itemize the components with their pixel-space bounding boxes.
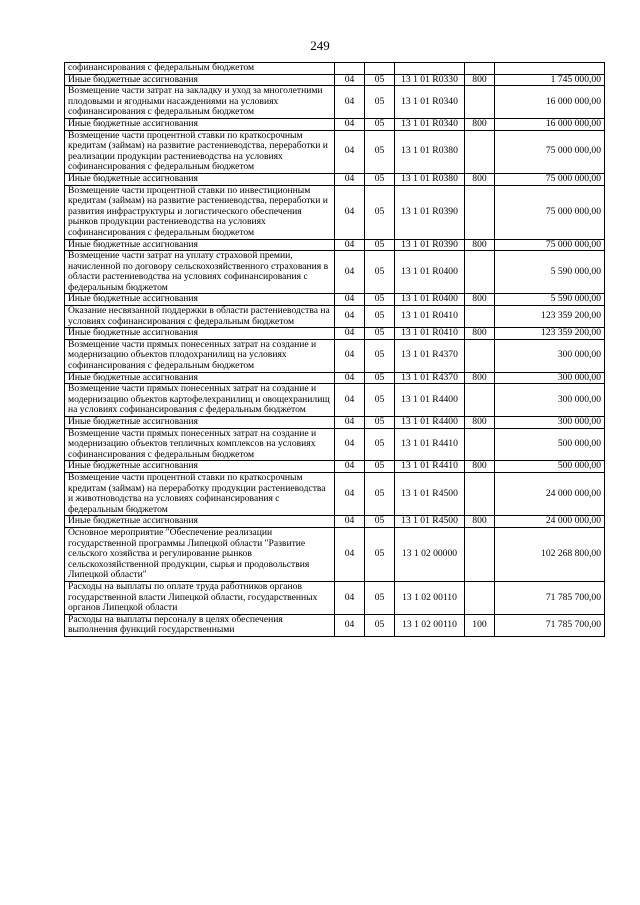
expense-type-cell <box>465 527 495 581</box>
amount-cell: 5 590 000,00 <box>495 251 605 294</box>
expense-name-cell: Возмещение части процентной ставки по инвестиционным кредитам (займам) на развитие растениеводства, переработки и развития инфраструктуры и логистического обеспечения рынков продукции растениеводства на условиях софинансирования с федеральным бюджетом <box>65 185 335 239</box>
table-row <box>65 74 605 86</box>
section-code-cell: 04 <box>335 614 365 636</box>
section-code-cell: 04 <box>335 516 365 528</box>
expense-type-cell: 800 <box>465 118 495 130</box>
section-code-cell: 04 <box>335 581 365 614</box>
section-code-cell: 04 <box>335 86 365 119</box>
expense-type-cell <box>465 339 495 372</box>
expense-name-cell: Иные бюджетные ассигнования <box>65 417 335 429</box>
subsection-code-cell: 05 <box>365 74 395 86</box>
subsection-code-cell <box>365 63 395 75</box>
target-article-cell: 13 1 01 R0340 <box>395 118 465 130</box>
budget-table <box>64 62 605 637</box>
section-code-cell: 04 <box>335 472 365 515</box>
expense-name-cell: Основное мероприятие "Обеспечение реализации государственной программы Липецкой области "Развитие сельского хозяйства и регулирование рынков сельскохозяйственной продукции, сырья и продовольствия Липецкой области" <box>65 527 335 581</box>
expense-type-cell <box>465 384 495 417</box>
expense-name-cell: Возмещение части затрат на уплату страховой премии, начисленной по договору сельскохозяйственного страхования в области растениеводства на условиях софинансирования с федеральным бюджетом <box>65 251 335 294</box>
target-article-cell: 13 1 02 00000 <box>395 527 465 581</box>
table-row <box>65 516 605 528</box>
subsection-code-cell: 05 <box>365 339 395 372</box>
section-code-cell <box>335 63 365 75</box>
table-row <box>65 118 605 130</box>
table-row <box>65 130 605 173</box>
amount-cell: 75 000 000,00 <box>495 239 605 251</box>
section-code-cell: 04 <box>335 372 365 384</box>
table-row <box>65 239 605 251</box>
subsection-code-cell: 05 <box>365 372 395 384</box>
table-row <box>65 173 605 185</box>
expense-type-cell <box>465 472 495 515</box>
section-code-cell: 04 <box>335 527 365 581</box>
expense-type-cell: 100 <box>465 614 495 636</box>
target-article-cell: 13 1 01 R0390 <box>395 239 465 251</box>
target-article-cell: 13 1 01 R4500 <box>395 472 465 515</box>
amount-cell: 1 745 000,00 <box>495 74 605 86</box>
expense-type-cell: 800 <box>465 294 495 306</box>
amount-cell: 71 785 700,00 <box>495 614 605 636</box>
subsection-code-cell: 05 <box>365 472 395 515</box>
expense-type-cell <box>465 86 495 119</box>
amount-cell: 102 268 800,00 <box>495 527 605 581</box>
amount-cell: 71 785 700,00 <box>495 581 605 614</box>
page-number: 249 <box>310 38 330 53</box>
target-article-cell: 13 1 01 R0380 <box>395 173 465 185</box>
expense-type-cell: 800 <box>465 239 495 251</box>
expense-type-cell <box>465 251 495 294</box>
expense-name-cell: Возмещение части прямых понесенных затрат на создание и модернизацию объектов картофелехранилищ и овощехранилищ на условиях софинансирования с федеральным бюджетом <box>65 384 335 417</box>
expense-name-cell: Расходы на выплаты персоналу в целях обеспечения выполнения функций государственными <box>65 614 335 636</box>
table-row <box>65 339 605 372</box>
amount-cell: 75 000 000,00 <box>495 130 605 173</box>
expense-name-cell: Иные бюджетные ассигнования <box>65 74 335 86</box>
table-row <box>65 417 605 429</box>
target-article-cell: 13 1 01 R4410 <box>395 428 465 461</box>
amount-cell: 300 000,00 <box>495 372 605 384</box>
expense-name-cell: Возмещение части прямых понесенных затрат на создание и модернизацию объектов плодохранилищ на условиях софинансирования с федеральным бюджетом <box>65 339 335 372</box>
expense-name-cell: Возмещение части прямых понесенных затрат на создание и модернизацию объектов тепличных комплексов на условиях софинансирования с федеральным бюджетом <box>65 428 335 461</box>
subsection-code-cell: 05 <box>365 130 395 173</box>
subsection-code-cell: 05 <box>365 461 395 473</box>
expense-type-cell: 800 <box>465 372 495 384</box>
table-row <box>65 372 605 384</box>
subsection-code-cell: 05 <box>365 417 395 429</box>
amount-cell: 16 000 000,00 <box>495 86 605 119</box>
expense-type-cell <box>465 185 495 239</box>
section-code-cell: 04 <box>335 118 365 130</box>
expense-name-cell: Оказание несвязанной поддержки в области растениеводства на условиях софинансирования с федеральным бюджетом <box>65 306 335 328</box>
expense-type-cell <box>465 428 495 461</box>
target-article-cell: 13 1 01 R4370 <box>395 339 465 372</box>
section-code-cell: 04 <box>335 294 365 306</box>
target-article-cell: 13 1 01 R0400 <box>395 251 465 294</box>
section-code-cell: 04 <box>335 417 365 429</box>
amount-cell: 16 000 000,00 <box>495 118 605 130</box>
amount-cell <box>495 63 605 75</box>
expense-type-cell: 800 <box>465 417 495 429</box>
amount-cell: 24 000 000,00 <box>495 516 605 528</box>
expense-name-cell: Иные бюджетные ассигнования <box>65 461 335 473</box>
section-code-cell: 04 <box>335 185 365 239</box>
target-article-cell: 13 1 02 00110 <box>395 614 465 636</box>
expense-name-cell: Иные бюджетные ассигнования <box>65 328 335 340</box>
expense-name-cell: Иные бюджетные ассигнования <box>65 294 335 306</box>
target-article-cell: 13 1 01 R0410 <box>395 328 465 340</box>
section-code-cell: 04 <box>335 130 365 173</box>
target-article-cell: 13 1 01 R0410 <box>395 306 465 328</box>
expense-name-cell: Иные бюджетные ассигнования <box>65 239 335 251</box>
target-article-cell <box>395 63 465 75</box>
amount-cell: 123 359 200,00 <box>495 306 605 328</box>
budget-table-body <box>65 63 605 637</box>
amount-cell: 123 359 200,00 <box>495 328 605 340</box>
section-code-cell: 04 <box>335 328 365 340</box>
expense-type-cell <box>465 581 495 614</box>
target-article-cell: 13 1 01 R0390 <box>395 185 465 239</box>
subsection-code-cell: 05 <box>365 516 395 528</box>
target-article-cell: 13 1 01 R0400 <box>395 294 465 306</box>
table-row <box>65 86 605 119</box>
expense-type-cell: 800 <box>465 328 495 340</box>
target-article-cell: 13 1 01 R4410 <box>395 461 465 473</box>
expense-name-cell: Иные бюджетные ассигнования <box>65 173 335 185</box>
section-code-cell: 04 <box>335 239 365 251</box>
subsection-code-cell: 05 <box>365 239 395 251</box>
section-code-cell: 04 <box>335 173 365 185</box>
amount-cell: 500 000,00 <box>495 428 605 461</box>
table-row <box>65 472 605 515</box>
amount-cell: 5 590 000,00 <box>495 294 605 306</box>
expense-type-cell <box>465 130 495 173</box>
expense-name-cell: Расходы на выплаты по оплате труда работников органов государственной власти Липецкой области, государственных органов Липецкой области <box>65 581 335 614</box>
section-code-cell: 04 <box>335 306 365 328</box>
subsection-code-cell: 05 <box>365 428 395 461</box>
expense-name-cell: софинансирования с федеральным бюджетом <box>65 63 335 75</box>
target-article-cell: 13 1 01 R4370 <box>395 372 465 384</box>
expense-name-cell: Иные бюджетные ассигнования <box>65 516 335 528</box>
section-code-cell: 04 <box>335 74 365 86</box>
amount-cell: 300 000,00 <box>495 384 605 417</box>
section-code-cell: 04 <box>335 251 365 294</box>
subsection-code-cell: 05 <box>365 306 395 328</box>
table-row <box>65 581 605 614</box>
table-row <box>65 614 605 636</box>
target-article-cell: 13 1 01 R0330 <box>395 74 465 86</box>
subsection-code-cell: 05 <box>365 173 395 185</box>
table-row <box>65 461 605 473</box>
expense-type-cell: 800 <box>465 74 495 86</box>
subsection-code-cell: 05 <box>365 86 395 119</box>
subsection-code-cell: 05 <box>365 527 395 581</box>
amount-cell: 500 000,00 <box>495 461 605 473</box>
section-code-cell: 04 <box>335 428 365 461</box>
subsection-code-cell: 05 <box>365 118 395 130</box>
amount-cell: 300 000,00 <box>495 417 605 429</box>
expense-name-cell: Возмещение части затрат на закладку и уход за многолетними плодовыми и ягодными насаждениями на условиях софинансирования с федеральным бюджетом <box>65 86 335 119</box>
table-row <box>65 328 605 340</box>
section-code-cell: 04 <box>335 461 365 473</box>
section-code-cell: 04 <box>335 339 365 372</box>
amount-cell: 24 000 000,00 <box>495 472 605 515</box>
subsection-code-cell: 05 <box>365 614 395 636</box>
table-row <box>65 428 605 461</box>
table-row <box>65 251 605 294</box>
subsection-code-cell: 05 <box>365 251 395 294</box>
target-article-cell: 13 1 01 R4500 <box>395 516 465 528</box>
table-row <box>65 306 605 328</box>
target-article-cell: 13 1 02 00110 <box>395 581 465 614</box>
amount-cell: 75 000 000,00 <box>495 185 605 239</box>
table-row <box>65 63 605 75</box>
expense-type-cell <box>465 63 495 75</box>
expense-name-cell: Иные бюджетные ассигнования <box>65 118 335 130</box>
subsection-code-cell: 05 <box>365 185 395 239</box>
table-row <box>65 294 605 306</box>
expense-type-cell: 800 <box>465 516 495 528</box>
expense-name-cell: Возмещение части процентной ставки по краткосрочным кредитам (займам) на развитие растениеводства, переработки и реализации продукции растениеводства на условиях софинансирования с федеральным бюджетом <box>65 130 335 173</box>
amount-cell: 75 000 000,00 <box>495 173 605 185</box>
subsection-code-cell: 05 <box>365 581 395 614</box>
table-row <box>65 527 605 581</box>
target-article-cell: 13 1 01 R0340 <box>395 86 465 119</box>
expense-name-cell: Иные бюджетные ассигнования <box>65 372 335 384</box>
section-code-cell: 04 <box>335 384 365 417</box>
expense-type-cell: 800 <box>465 173 495 185</box>
expense-type-cell <box>465 306 495 328</box>
table-row <box>65 384 605 417</box>
subsection-code-cell: 05 <box>365 294 395 306</box>
target-article-cell: 13 1 01 R4400 <box>395 384 465 417</box>
amount-cell: 300 000,00 <box>495 339 605 372</box>
expense-name-cell: Возмещение части процентной ставки по краткосрочным кредитам (займам) на переработку продукции растениеводства и животноводства на условиях софинансирования с федеральным бюджетом <box>65 472 335 515</box>
subsection-code-cell: 05 <box>365 384 395 417</box>
subsection-code-cell: 05 <box>365 328 395 340</box>
target-article-cell: 13 1 01 R0380 <box>395 130 465 173</box>
table-row <box>65 185 605 239</box>
expense-type-cell: 800 <box>465 461 495 473</box>
target-article-cell: 13 1 01 R4400 <box>395 417 465 429</box>
